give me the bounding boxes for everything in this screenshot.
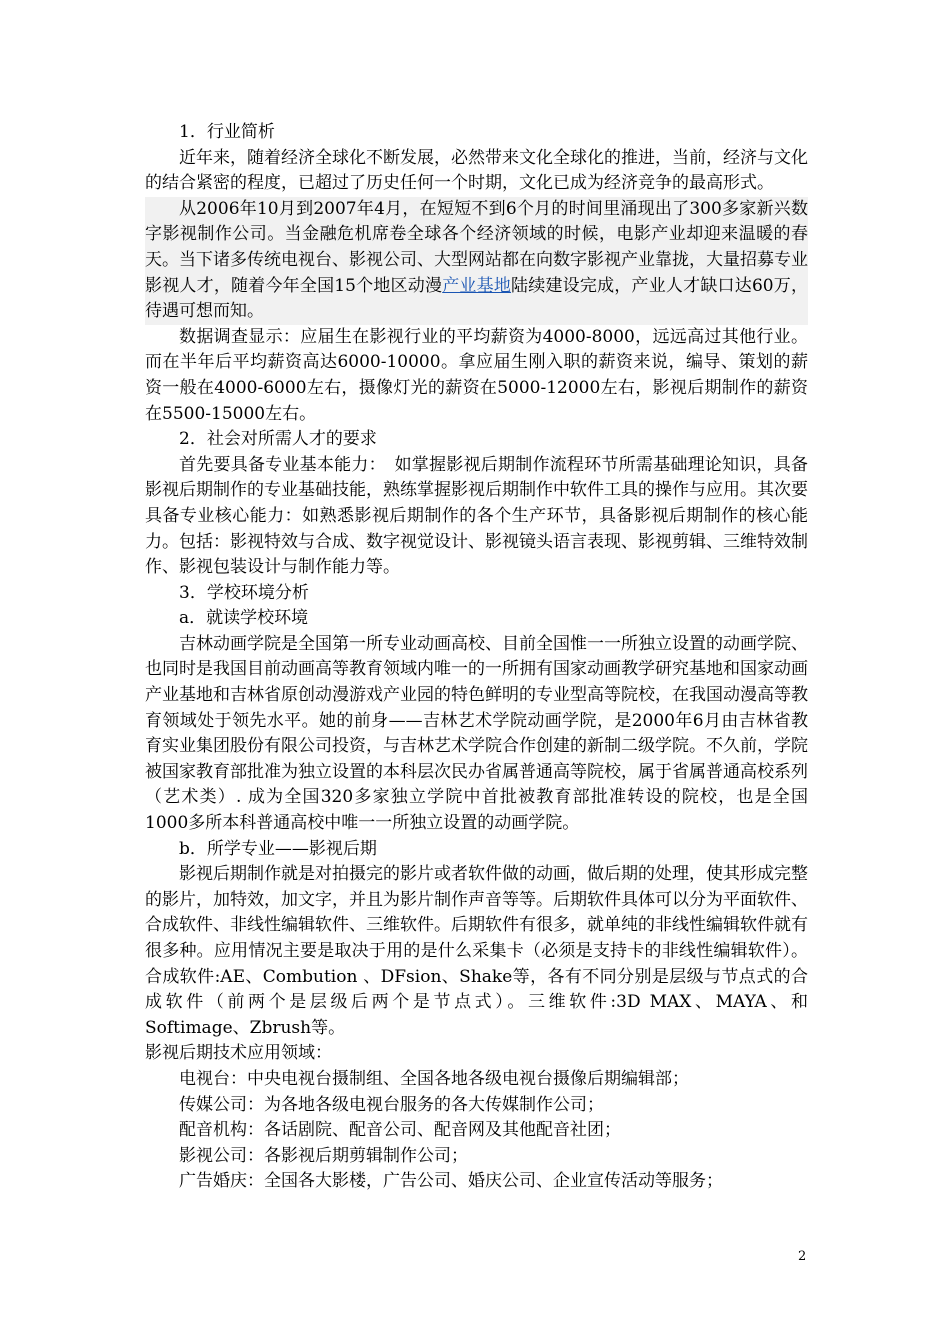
- paragraph-abilities: 首先要具备专业基本能力： 如掌握影视后期制作流程环节所需基础理论知识，具备影视后期制作的专业基础技能，熟练掌握影视后期制作中软件工具的操作与应用。其次要具备专业核心能力：如熟悉影视后期制作的各个生产环节，具备影视后期制作的核心能力。包括：影视特效与合成、数字视觉设计、影视镜头语言表现、影视剪辑、三维特效制作、影视包装设计与制作能力等。: [145, 454, 808, 578]
- field-advertising-wedding: 广告婚庆：全国各大影楼，广告公司、婚庆公司、企业宣传活动等服务；: [179, 1171, 723, 1192]
- field-media-company: 传媒公司：为各地各级电视台服务的各大传媒制作公司；: [179, 1094, 604, 1115]
- paragraph-jilin-animation: 吉林动画学院是全国第一所专业动画高校、目前全国惟一一所独立设置的动画学院、也同时是我国目前动画高等教育领域内唯一的一所拥有国家动画教学研究基地和国家动画产业基地和吉林省原创动漫游戏产业园的特色鲜明的专业型高等院校，在我国动漫高等教育领域处于领先水平。她的前身——吉林艺术学院动画学院，是2000年6月由吉林省教育实业集团股份有限公司投资，与吉林艺术学院合作创建的新制二级学院。不久前，学院被国家教育部批准为独立设置的本科层次民办省属普通高等院校，属于省属普通高校系列（艺术类）. 成为全国320多家独立学院中首批被教育部批准转设的院校，也是全国1000多所本科普通高校中唯一一所独立设置的动画学院。: [145, 633, 808, 834]
- subheading-school-environment: a．就读学校环境: [179, 608, 309, 629]
- subheading-major: b．所学专业——影视后期: [179, 838, 377, 859]
- paragraph-salary: 数据调查显示：应届生在影视行业的平均薪资为4000-8000，远远高过其他行业。而在半年后平均薪资高达6000-10000。拿应届生刚入职的薪资来说，编导、策划的薪资一般在4000-6000左右，摄像灯光的薪资在5000-12000左右，影视后期制作的薪资在5500-15000左右。: [145, 326, 808, 424]
- heading-application-fields: 影视后期技术应用领域：: [145, 1043, 332, 1064]
- page-number: 2: [798, 1249, 807, 1264]
- heading-industry: 1．行业简析: [179, 122, 275, 142]
- field-film-company: 影视公司：各影视后期剪辑制作公司；: [179, 1145, 468, 1166]
- paragraph-digital-film-text-after: 陆续建设完成，产业人才缺口达60万，待遇可想而知。: [145, 275, 809, 322]
- field-tv-station: 电视台：中央电视台摄制组、全国各地各级电视台摄像后期编辑部；: [179, 1068, 689, 1089]
- paragraph-post-production: 影视后期制作就是对拍摄完的影片或者软件做的动画，做后期的处理，使其形成完整的影片，加特效，加文字，并且为影片制作声音等等。后期软件具体可以分为平面软件、合成软件、非线性编辑软件、三维软件。后期软件有很多，就单纯的非线性编辑软件就有很多种。应用情况主要是取决于用的是什么采集卡（必须是支持卡的非线性编辑软件）。合成软件:AE、Combution 、DFsion、Shake等，各有不同分别是层级与节点式的合成软件（前两个是层级后两个是节点式）。三维软件:3D MAX、MAYA、和Softimage、Zbrush等。: [145, 864, 808, 1038]
- field-dubbing: 配音机构：各话剧院、配音公司、配音网及其他配音社团；: [179, 1120, 621, 1141]
- paragraph-digital-film: [145, 197, 808, 325]
- industry-base-link[interactable]: 产业基地: [442, 275, 512, 296]
- paragraph-globalization: 近年来，随着经济全球化不断发展，必然带来文化全球化的推进，当前，经济与文化的结合紧密的程度，已超过了历史任何一个时期，文化已成为经济竞争的最高形式。: [145, 147, 808, 194]
- document-body: [145, 120, 808, 1195]
- heading-talent-requirements: 2．社会对所需人才的要求: [179, 429, 377, 450]
- paragraph-digital-film-text-before: 从2006年10月到2007年4月，在短短不到6个月的时间里涌现出了300多家新兴数字影视制作公司。当金融危机席卷全球各个经济领域的时候，电影产业却迎来温暖的春天。当下诸多传统电视台、影视公司、大型网站都在向数字影视产业靠拢，大量招募专业影视人才，随着今年全国15个地区动漫: [145, 198, 808, 296]
- heading-school-analysis: 3．学校环境分析: [179, 582, 309, 603]
